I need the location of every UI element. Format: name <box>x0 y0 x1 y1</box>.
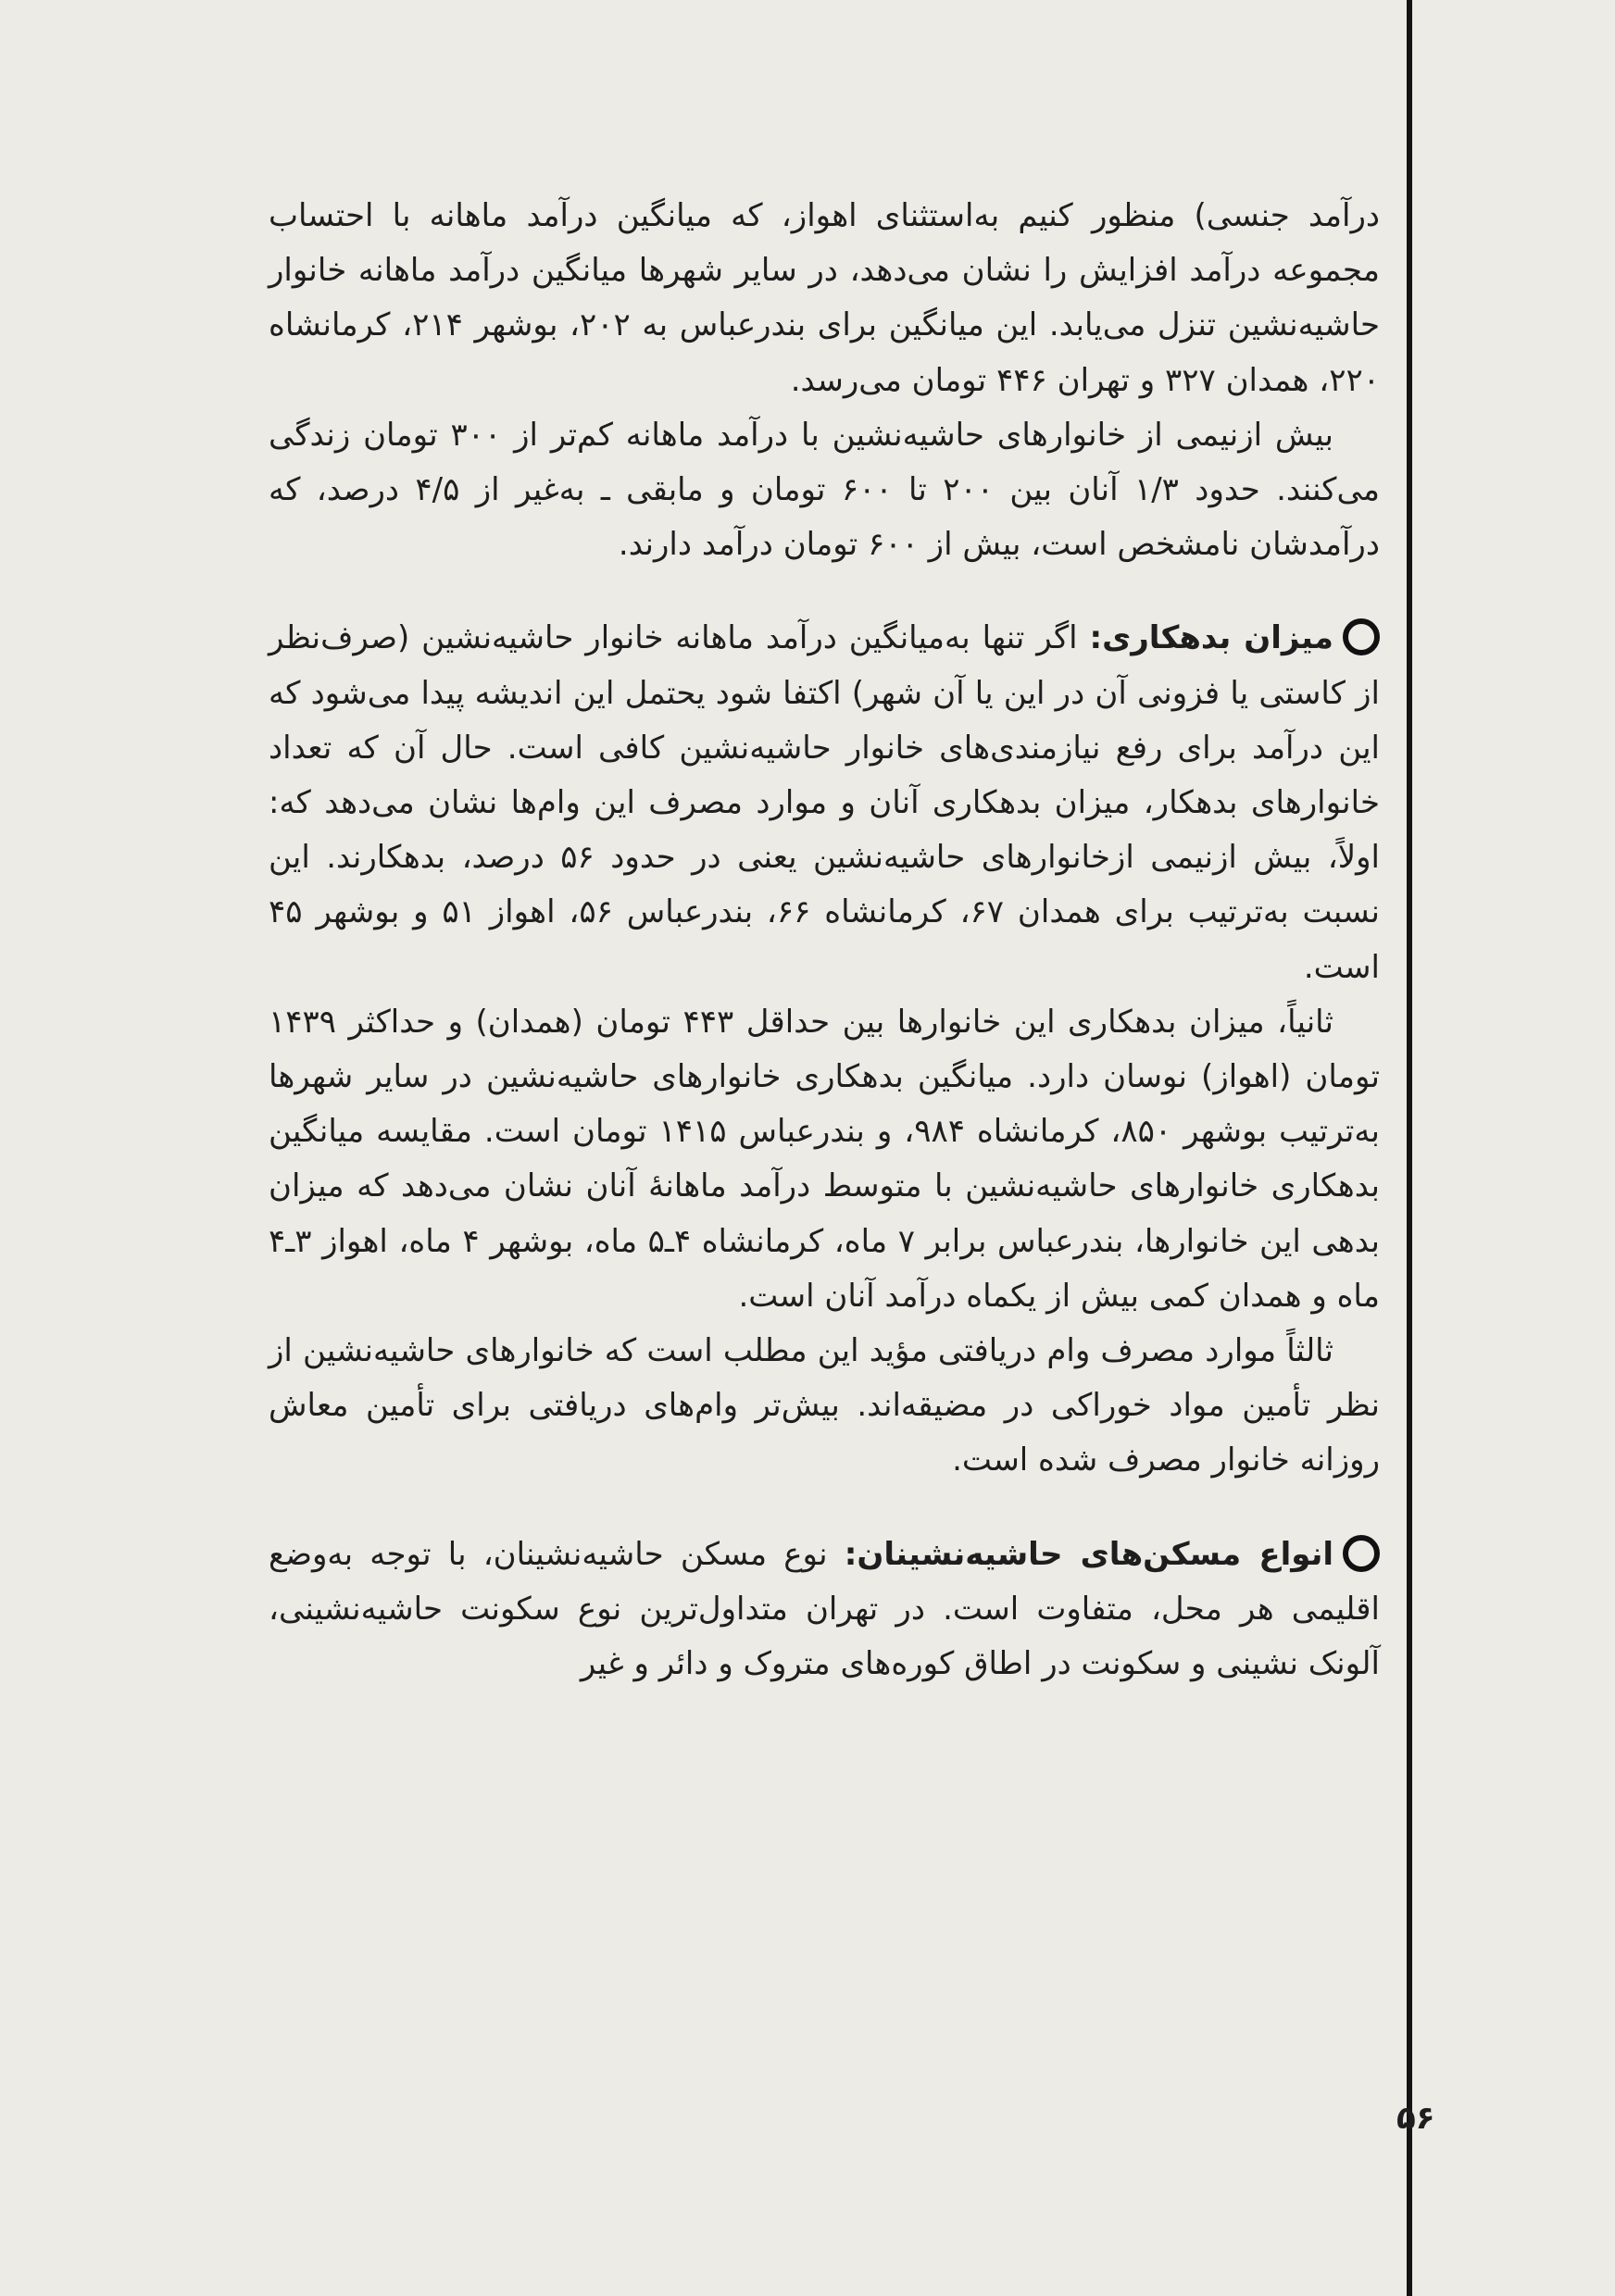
page-number: ۵۶ <box>1396 2100 1435 2137</box>
text-column <box>269 189 1380 1691</box>
paragraph-debt-range: ثانیاً، میزان بدهکاری این خانوارها بین حداقل ۴۴۳ تومان (همدان) و حداکثر ۱۴۳۹ تومان (اهواز) نوسان دارد. میانگین بدهکاری خانوارهای حاشیه‌نشین در سایر شهرها به‌ترتیب بوشهر ۸۵۰، کرمانشاه ۹۸۴، و بندرعباس ۱۴۱۵ تومان است. مقایسه میانگین بدهکاری خانوارهای حاشیه‌نشین با متوسط درآمد ماهانهٔ آنان نشان می‌دهد که میزان بدهی این خانوارها، بندرعباس برابر ۷ ماه، کرمانشاه ۴ـ۵ ماه، بوشهر ۴ ماه، اهواز ۳ـ۴ ماه و همدان کمی بیش از یکماه درآمد آنان است. <box>269 1003 1381 1315</box>
page-edge-rule <box>1407 0 1412 2296</box>
paragraph-debt-usage: ثالثاً موارد مصرف وام دریافتی مؤید این مطلب است که خانوارهای حاشیه‌نشین از نظر تأمین مواد خوراکی در مضیقه‌اند. بیش‌تر وام‌های دریافتی برای تأمین معاش روزانه خانوار مصرف شده است. <box>269 1332 1380 1479</box>
section-housing <box>269 1528 1380 1692</box>
circle-bullet-icon <box>1343 1535 1380 1572</box>
section-housing-heading: انواع مسکن‌های حاشیه‌نشینان: <box>844 1535 1333 1573</box>
section-debt <box>269 611 1380 994</box>
circle-bullet-icon <box>1343 618 1380 655</box>
section-housing-body: نوع مسکن حاشیه‌نشینان، با توجه به‌وضع اقلیمی هر محل، متفاوت است. در تهران متداول‌ترین نوع سکونت حاشیه‌نشینی، آلونک نشینی و سکونت در اطاق کوره‌های متروک و دائر و غیر <box>269 1535 1380 1683</box>
paragraph-income-continued: درآمد جنسی) منظور کنیم به‌استثنای اهواز، که میانگین درآمد ماهانه با احتساب مجموعه درآمد افزایش را نشان می‌دهد، در سایر شهرها میانگین درآمد ماهانه خانوار حاشیه‌نشین تنزل می‌یابد. این میانگین برای بندرعباس به ۲۰۲، بوشهر ۲۱۴، کرمانشاه ۲۲۰، همدان ۳۲۷ و تهران ۴۴۶ تومان می‌رسد. <box>269 197 1380 399</box>
section-debt-heading: میزان بدهکاری: <box>1089 619 1333 657</box>
paragraph-income-distribution: بیش ازنیمی از خانوارهای حاشیه‌نشین با درآمد ماهانه کم‌تر از ۳۰۰ تومان زندگی می‌کنند. حدود ۱/۳ آنان بین ۲۰۰ تا ۶۰۰ تومان و مابقی ـ به‌غیر از ۴/۵ درصد، که درآمدشان نامشخص است، بیش از ۶۰۰ تومان درآمد دارند. <box>269 416 1381 564</box>
section-debt-body: اگر تنها به‌میانگین درآمد ماهانه خانوار حاشیه‌نشین (صرف‌نظر از کاستی یا فزونی آن در این یا آن شهر) اکتفا شود یحتمل این اندیشه پیدا می‌شود که این درآمد برای رفع نیازمندی‌های خانوار حاشیه‌نشین کافی است. حال آن که تعداد خانوارهای بدهکار، میزان بدهکاری آنان و موارد مصرف این وام‌ها نشان می‌دهد که: اولاً، بیش ازنیمی ازخانوارهای حاشیه‌نشین یعنی در حدود ۵۶ درصد، بدهکارند. این نسبت به‌ترتیب برای همدان ۶۷، کرمانشاه ۶۶، بندرعباس ۵۶، اهواز ۵۱ و بوشهر ۴۵ است. <box>269 619 1380 986</box>
